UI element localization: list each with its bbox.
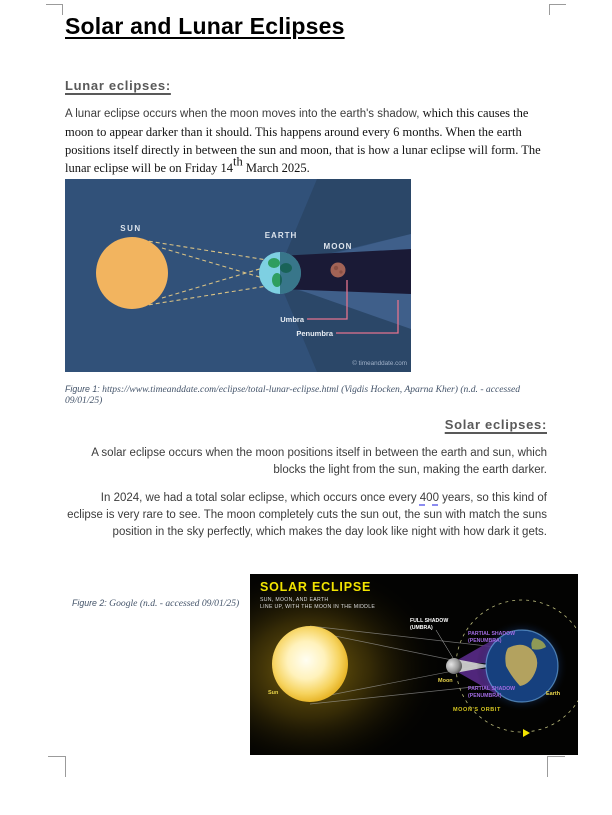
sun-label: SUN [120,224,142,233]
sun-graphic [96,237,168,309]
lunar-paragraph-sans-part: A lunar eclipse occurs when the moon moves into the earth's shadow, [65,108,420,120]
umbra-label: Umbra [280,315,304,324]
moon-label: Moon [438,678,453,684]
lunar-paragraph-serif-part2: March 2025. [242,161,310,175]
figure1-caption-text: https://www.timeanddate.com/eclipse/total-lunar-eclipse.html (Vigdis Hocken, Aparna Kher) (n.d. - accessed 09/01/25) [65,384,521,406]
solar-paragraph-2 [65,490,547,541]
solar-paragraph-2-before: In 2024, we had a total solar eclipse, which occurs once every [100,492,420,504]
ordinal-superscript: th [233,154,243,169]
figure2-caption-text: Google (n.d. - accessed 09/01/25) [109,598,240,609]
figure1-caption-label: Figure 1: [65,384,103,394]
solar-eclipse-diagram [250,574,578,755]
copyright-credit: © timeanddate.com [352,360,407,367]
figure2-caption [72,598,272,609]
partial-shadow-bottom-label: PARTIAL SHADOW [468,686,516,692]
partial-shadow-bottom-sublabel: (PENUMBRA) [468,693,502,699]
crop-mark-bottom-left [48,756,66,777]
moon-graphic [446,658,462,674]
crop-mark-top-left [46,4,63,15]
sun-graphic [272,626,348,702]
solar-diagram-subtitle-line1: SUN, MOON, AND EARTH [260,597,329,603]
partial-shadow-top-label: PARTIAL SHADOW [468,631,516,637]
sun-label: Sun [268,690,279,696]
lunar-eclipse-figure [65,179,411,372]
crop-mark-bottom-right [547,756,565,777]
solar-diagram-title: SOLAR ECLIPSE [260,580,372,594]
solar-section-heading: Solar eclipses: [444,417,547,432]
earth-label: Earth [546,691,561,697]
solar-eclipse-figure [250,574,578,755]
partial-shadow-top-sublabel: (PENUMBRA) [468,638,502,644]
penumbra-label: Penumbra [296,329,333,338]
figure1-caption [65,384,551,406]
earth-label: EARTH [264,231,298,240]
lunar-paragraph [65,104,549,177]
solar-diagram-subtitle-line2: LINE UP, WITH THE MOON IN THE MIDDLE [260,604,376,610]
crop-mark-top-right [549,4,566,15]
solar-paragraph-2-after: years, so this kind of eclipse is very rare to see. The moon completely cuts the sun out, the sun with match the suns position in the sky perfectly, which makes the day look like night with how dark it gets. [67,492,547,538]
lunar-eclipse-diagram [65,179,411,372]
lunar-paragraph-serif-part1: which this causes the moon to appear darker than it should. This happens around every 6 months. When the earth positions itself directly in between the sun and moon, that is how a lunar eclipse will form. The lunar eclipse will be on Friday 14 [65,106,541,175]
moon-label: MOON [323,242,353,251]
lunar-section-heading: Lunar eclipses: [65,78,171,93]
full-shadow-label: FULL SHADOW [410,618,449,624]
moon-orbit-label: MOON'S ORBIT [453,707,501,713]
solar-paragraph-1: A solar eclipse occurs when the moon positions itself in between the earth and sun, which blocks the light from the sun, making the earth darker. [91,447,547,476]
page-title: Solar and Lunar Eclipses [65,13,345,39]
figure2-caption-label: Figure 2: [72,598,110,608]
grammar-check-underlined-word: 400 [419,492,439,504]
full-shadow-sublabel: (UMBRA) [410,625,433,631]
earth-graphic [259,252,301,294]
moon-graphic [331,263,346,278]
